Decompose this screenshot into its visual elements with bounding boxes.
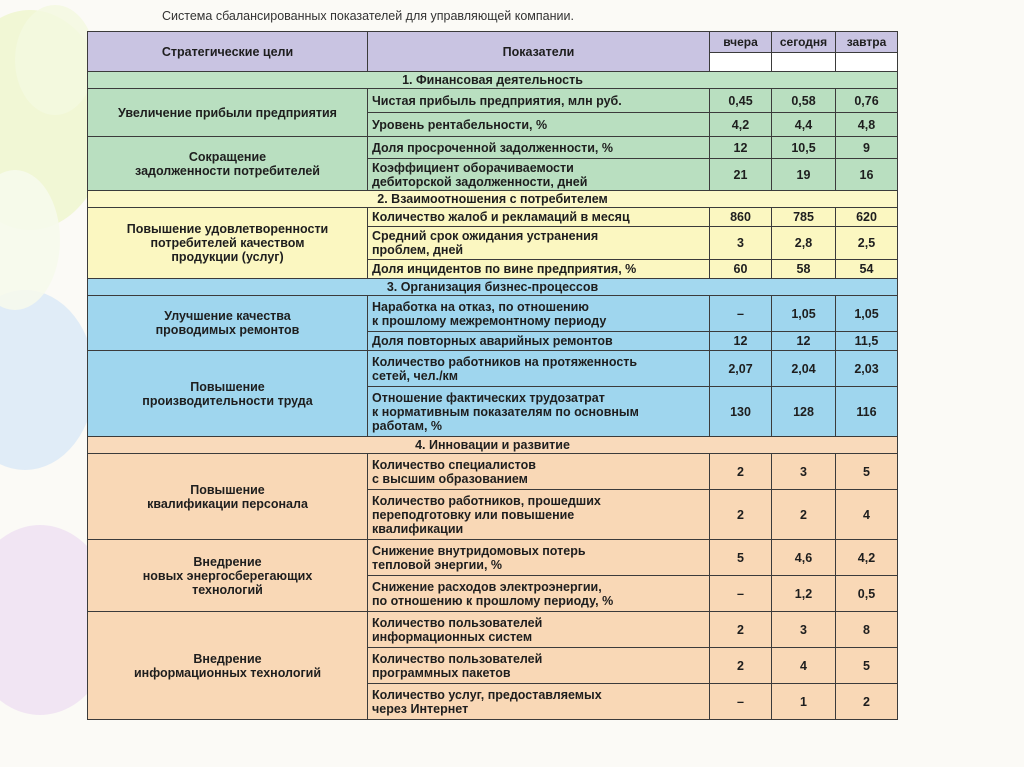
value-today: 1,2 [772, 576, 836, 612]
header-blank-cell [836, 53, 898, 72]
value-yesterday: – [710, 576, 772, 612]
indicator-cell: Количество специалистов с высшим образованием [368, 454, 710, 490]
value-today: 4 [772, 648, 836, 684]
indicator-cell: Наработка на отказ, по отношению к прошлому межремонтному периоду [368, 296, 710, 332]
value-yesterday: 2 [710, 648, 772, 684]
value-tomorrow: 0,76 [836, 89, 898, 113]
value-today: 128 [772, 387, 836, 437]
header-today: сегодня [772, 32, 836, 53]
section-header-row [88, 72, 898, 89]
header-blank-cell [772, 53, 836, 72]
strategic-goal-cell: Повышение квалификации персонала [88, 454, 368, 540]
section-header-row [88, 279, 898, 296]
value-yesterday: 130 [710, 387, 772, 437]
value-today: 19 [772, 159, 836, 191]
value-tomorrow: 4,2 [836, 540, 898, 576]
strategic-goal-cell: Повышение удовлетворенности потребителей качеством продукции (услуг) [88, 208, 368, 279]
value-tomorrow: 620 [836, 208, 898, 227]
value-yesterday: 12 [710, 137, 772, 159]
section-header-row [88, 191, 898, 208]
value-yesterday: – [710, 684, 772, 720]
value-today: 2,04 [772, 351, 836, 387]
table-row [88, 89, 898, 113]
value-tomorrow: 9 [836, 137, 898, 159]
value-tomorrow: 5 [836, 648, 898, 684]
header-indicators: Показатели [368, 32, 710, 72]
section-title: 2. Взаимоотношения с потребителем [88, 191, 898, 208]
value-today: 1,05 [772, 296, 836, 332]
indicator-cell: Количество работников на протяженность сетей, чел./км [368, 351, 710, 387]
value-tomorrow: 11,5 [836, 332, 898, 351]
header-goals: Стратегические цели [88, 32, 368, 72]
value-today: 3 [772, 454, 836, 490]
value-tomorrow: 16 [836, 159, 898, 191]
strategic-goal-cell: Улучшение качества проводимых ремонтов [88, 296, 368, 351]
value-tomorrow: 4,8 [836, 113, 898, 137]
value-tomorrow: 1,05 [836, 296, 898, 332]
section-title: 3. Организация бизнес-процессов [88, 279, 898, 296]
value-today: 10,5 [772, 137, 836, 159]
value-today: 3 [772, 612, 836, 648]
value-tomorrow: 116 [836, 387, 898, 437]
value-today: 4,6 [772, 540, 836, 576]
value-yesterday: 2 [710, 454, 772, 490]
table-row [88, 296, 898, 332]
value-yesterday: 2 [710, 612, 772, 648]
value-tomorrow: 54 [836, 260, 898, 279]
table-row [88, 137, 898, 159]
value-yesterday: 860 [710, 208, 772, 227]
indicator-cell: Доля инцидентов по вине предприятия, % [368, 260, 710, 279]
value-today: 58 [772, 260, 836, 279]
indicator-cell: Количество работников, прошедших переподготовку или повышение квалификации [368, 490, 710, 540]
strategic-goal-cell: Внедрение информационных технологий [88, 612, 368, 720]
strategic-goal-cell: Внедрение новых энергосберегающих технологий [88, 540, 368, 612]
value-yesterday: 2 [710, 490, 772, 540]
value-today: 2 [772, 490, 836, 540]
indicator-cell: Доля просроченной задолженности, % [368, 137, 710, 159]
table-row [88, 540, 898, 576]
table-row [88, 208, 898, 227]
value-yesterday: 21 [710, 159, 772, 191]
header-tomorrow: завтра [836, 32, 898, 53]
indicator-cell: Количество жалоб и рекламаций в месяц [368, 208, 710, 227]
value-today: 4,4 [772, 113, 836, 137]
value-tomorrow: 0,5 [836, 576, 898, 612]
indicator-cell: Уровень рентабельности, % [368, 113, 710, 137]
indicator-cell: Отношение фактических трудозатрат к нормативным показателям по основным работам, % [368, 387, 710, 437]
value-yesterday: 0,45 [710, 89, 772, 113]
header-yesterday: вчера [710, 32, 772, 53]
document-title: Система сбалансированных показателей для управляющей компании. [162, 9, 574, 23]
table-row [88, 612, 898, 648]
strategic-goal-cell: Увеличение прибыли предприятия [88, 89, 368, 137]
indicator-cell: Коэффициент оборачиваемости дебиторской задолженности, дней [368, 159, 710, 191]
indicator-cell: Количество пользователей информационных систем [368, 612, 710, 648]
value-tomorrow: 2 [836, 684, 898, 720]
table-body [88, 72, 898, 720]
value-today: 12 [772, 332, 836, 351]
value-tomorrow: 2,03 [836, 351, 898, 387]
value-yesterday: 60 [710, 260, 772, 279]
value-yesterday: 12 [710, 332, 772, 351]
indicator-cell: Доля повторных аварийных ремонтов [368, 332, 710, 351]
value-yesterday: 3 [710, 227, 772, 260]
indicator-cell: Снижение внутридомовых потерь тепловой энергии, % [368, 540, 710, 576]
strategic-goal-cell: Сокращение задолженности потребителей [88, 137, 368, 191]
section-header-row [88, 437, 898, 454]
strategic-goal-cell: Повышение производительности труда [88, 351, 368, 437]
indicator-cell: Средний срок ожидания устранения проблем, дней [368, 227, 710, 260]
value-yesterday: 4,2 [710, 113, 772, 137]
value-yesterday: – [710, 296, 772, 332]
table-row [88, 454, 898, 490]
value-tomorrow: 8 [836, 612, 898, 648]
indicator-cell: Количество пользователей программных пакетов [368, 648, 710, 684]
value-today: 2,8 [772, 227, 836, 260]
balanced-scorecard-table [87, 31, 898, 720]
value-yesterday: 2,07 [710, 351, 772, 387]
header-blank-cell [710, 53, 772, 72]
section-title: 1. Финансовая деятельность [88, 72, 898, 89]
indicator-cell: Снижение расходов электроэнергии, по отношению к прошлому периоду, % [368, 576, 710, 612]
value-tomorrow: 2,5 [836, 227, 898, 260]
value-yesterday: 5 [710, 540, 772, 576]
value-today: 1 [772, 684, 836, 720]
indicator-cell: Количество услуг, предоставляемых через Интернет [368, 684, 710, 720]
table-row [88, 351, 898, 387]
section-title: 4. Инновации и развитие [88, 437, 898, 454]
value-tomorrow: 5 [836, 454, 898, 490]
value-today: 0,58 [772, 89, 836, 113]
indicator-cell: Чистая прибыль предприятия, млн руб. [368, 89, 710, 113]
value-today: 785 [772, 208, 836, 227]
value-tomorrow: 4 [836, 490, 898, 540]
